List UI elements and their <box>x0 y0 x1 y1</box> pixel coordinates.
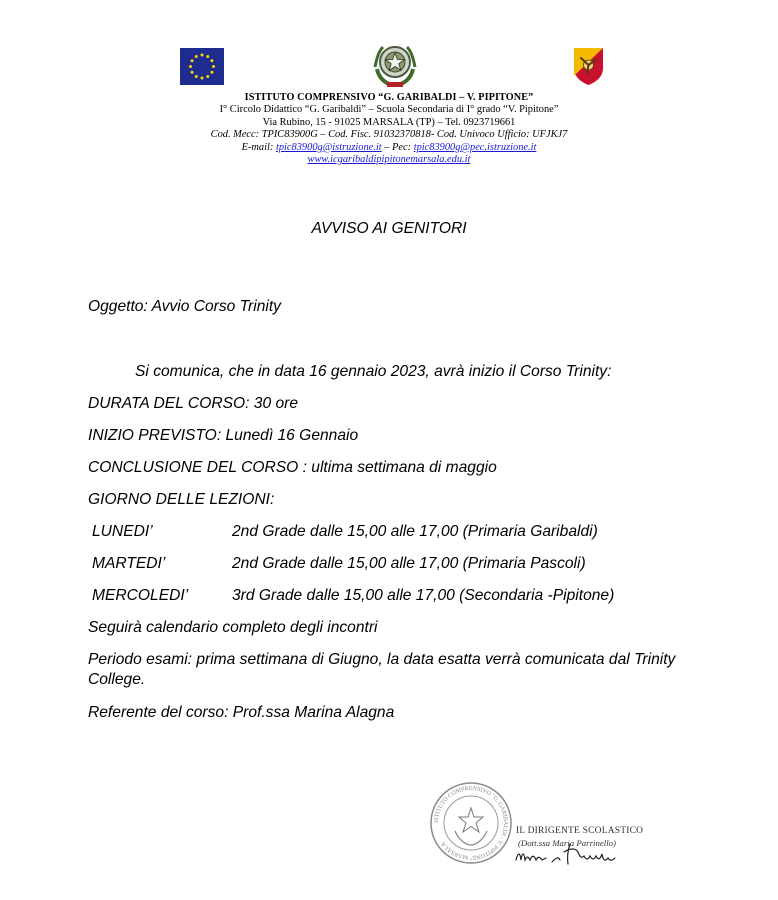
schedule-day: LUNEDI’ <box>92 523 153 540</box>
lesson-days-heading: GIORNO DELLE LEZIONI: <box>88 491 275 508</box>
email-link[interactable]: tpic83900g@istruzione.it <box>275 141 382 153</box>
schedule-detail: 2nd Grade dalle 15,00 alle 17,00 (Primaria Garibaldi) <box>232 523 598 540</box>
school-codes: Cod. Mecc: TPIC83900G – Cod. Fisc. 91032370818- Cod. Univoco Ufficio: UFJKJ7 <box>210 129 568 141</box>
website-link[interactable]: www.icgaribaldipipitonemarsala.edu.it <box>307 154 471 166</box>
school-name: ISTITUTO COMPRENSIVO “G. GARIBALDI – V. PIPITONE” <box>244 92 534 103</box>
course-duration: DURATA DEL CORSO: 30 ore <box>88 395 298 412</box>
school-circolo: I° Circolo Didattico “G. Garibaldi” – Scuola Secondaria di I° grado “V. Pipitone” <box>219 104 559 116</box>
handwritten-signature <box>512 838 627 870</box>
schedule-detail: 3rd Grade dalle 15,00 alle 17,00 (Secondaria -Pipitone) <box>232 587 615 604</box>
svg-text:ISTITUTO COMPRENSIVO "G. GARIB <box>434 786 508 860</box>
schedule-day: MARTEDI’ <box>92 555 166 572</box>
school-address: Via Rubino, 15 - 91025 MARSALA (TP) – Tel. 0923719661 <box>262 116 516 128</box>
eu-star-icon <box>189 65 192 68</box>
eu-star-icon <box>210 59 213 62</box>
course-referent: Referente del corso: Prof.ssa Marina Alagna <box>88 704 395 721</box>
eu-star-icon <box>195 75 198 78</box>
pec-link[interactable]: tpic83900g@pec.istruzione.it <box>413 141 537 153</box>
stamp-text: ISTITUTO COMPRENSIVO "G. GARIBALDI - V. PIPITONE" MARSALA <box>433 785 509 861</box>
signatory-role: IL DIRIGENTE SCOLASTICO <box>516 826 644 836</box>
eu-flag-icon <box>180 48 224 85</box>
signatory-name: (Dott.ssa Maria Parrinello) <box>518 838 616 848</box>
italian-republic-emblem-icon <box>369 39 421 89</box>
notice-subject: Oggetto: Avvio Corso Trinity <box>88 298 281 315</box>
eu-star-icon <box>201 54 204 57</box>
eu-star-icon <box>191 59 194 62</box>
notice-title: AVVISO AI GENITORI <box>311 220 467 237</box>
notice-intro: Si comunica, che in data 16 gennaio 2023, avrà inizio il Corso Trinity: <box>135 363 612 380</box>
schedule-detail: 2nd Grade dalle 15,00 alle 17,00 (Primaria Pascoli) <box>232 555 586 572</box>
email-label: E-mail: <box>241 141 274 153</box>
contact-line: E-mail: tpic83900g@istruzione.it – Pec: tpic83900g@pec.istruzione.it <box>241 141 537 153</box>
eu-star-icon <box>201 77 204 80</box>
eu-star-icon <box>191 71 194 74</box>
schedule-day: MERCOLEDI’ <box>92 587 189 604</box>
sicily-region-emblem-icon <box>572 46 605 86</box>
eu-star-icon <box>210 71 213 74</box>
eu-star-icon <box>195 55 198 58</box>
course-end: CONCLUSIONE DEL CORSO : ultima settimana di maggio <box>88 459 497 476</box>
school-stamp-icon <box>429 781 513 865</box>
calendar-note: Seguirà calendario completo degli incontri <box>88 619 378 636</box>
eu-star-icon <box>206 75 209 78</box>
pec-label: Pec: <box>392 141 412 153</box>
letterhead <box>150 92 628 166</box>
eu-star-icon <box>206 55 209 58</box>
exam-period: Periodo esami: prima settimana di Giugno, la data esatta verrà comunicata dal Trinity College. <box>88 651 676 688</box>
eu-star-icon <box>212 65 215 68</box>
course-start: INIZIO PREVISTO: Lunedì 16 Gennaio <box>88 427 359 444</box>
